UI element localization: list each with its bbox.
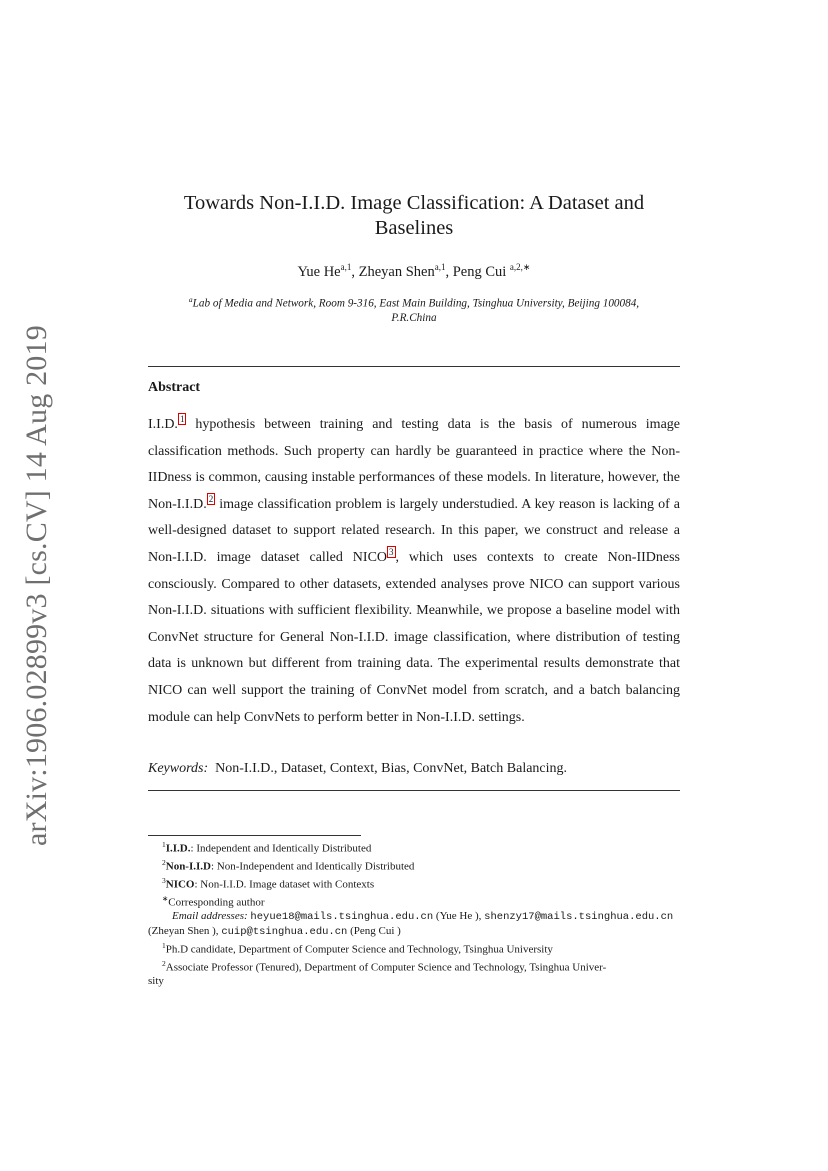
author-affil-mark: a,1 xyxy=(434,262,446,272)
author-name: Yue He xyxy=(297,263,341,280)
affiliation-line-1: Lab of Media and Network, Room 9-316, East Main Building, Tsinghua University, Beijing 100084, xyxy=(192,297,640,310)
paper-title xyxy=(148,191,680,241)
keywords-label: Keywords: xyxy=(148,761,209,776)
footnote-text: : Non-I.I.D. Image dataset with Contexts xyxy=(194,878,375,891)
note-continuation: sity xyxy=(148,975,164,988)
footnote-mark: 2 xyxy=(162,858,166,868)
note-text: Ph.D candidate, Department of Computer Science and Technology, Tsinghua University xyxy=(165,943,553,956)
footnote-term: I.I.D. xyxy=(165,842,191,855)
abstract-text: , which uses contexts to create Non-IIDness consciously. Compared to other datasets, extended analyses prove NICO can support various Non-I.I.D. situations with sufficient flexibility. Meanwhile, we propose a baseline model with ConvNet structure for General Non-I.I.D. image classification, where distribution of testing data is unknown but different from training data. The experimental results demonstrate that NICO can well support the training of ConvNet model from scratch, and a batch balancing module can help ConvNets to perform better in Non-I.I.D. settings. xyxy=(148,549,680,725)
footnote-mark: ∗ xyxy=(162,894,169,904)
affiliation-line-2: P.R.China xyxy=(391,311,437,324)
footnote-mark: 3 xyxy=(162,876,166,886)
note-item xyxy=(148,939,680,957)
footnote-rule xyxy=(148,835,361,836)
title-line-2: Baselines xyxy=(374,217,454,239)
abstract-text: I.I.D. xyxy=(148,417,178,432)
author-affil-mark: a,2,∗ xyxy=(509,262,531,272)
email-link[interactable]: cuip@tsinghua.edu.cn xyxy=(221,925,348,938)
keywords xyxy=(148,761,680,777)
footnote-term: NICO xyxy=(165,878,195,891)
title-line-1: Towards Non-I.I.D. Image Classification: A Dataset and xyxy=(183,192,645,214)
arxiv-identifier: arXiv:1906.02899v3 [cs.CV] 14 Aug 2019 xyxy=(20,325,53,846)
footnote-item xyxy=(148,874,680,892)
author-affil-mark: a,1 xyxy=(340,262,352,272)
footnote-item xyxy=(148,892,680,910)
footnote-item xyxy=(148,856,680,874)
footnote-item xyxy=(148,838,680,856)
abstract-text: image classification problem is largely understudied. A key reason is lacking of a well-designed dataset to support related research. In this paper, we construct and release a Non-I.I.D. image dataset called NICO xyxy=(148,496,680,565)
keywords-text: Non-I.I.D., Dataset, Context, Bias, ConvNet, Batch Balancing. xyxy=(215,761,568,776)
footnote-text: : Non-Independent and Identically Distributed xyxy=(210,860,415,873)
abstract-heading: Abstract xyxy=(148,380,201,395)
top-rule xyxy=(148,366,680,367)
abstract-text: hypothesis between training and testing data is the basis of numerous image classification methods. Such property can hardly be guaranteed in practice where the Non-IIDness is common, causing instable performances of these models. In literature, however, the Non-I.I.D. xyxy=(148,417,680,512)
abstract-body xyxy=(148,412,680,731)
footnote-link-2[interactable]: 2 xyxy=(208,494,214,505)
email-owner: (Yue He ), xyxy=(433,910,485,923)
footnote-link-3[interactable]: 3 xyxy=(389,547,394,558)
note-text: Associate Professor (Tenured), Department of Computer Science and Technology, Tsinghua Univer- xyxy=(165,961,607,974)
footnote-text: Corresponding author xyxy=(168,896,265,909)
email-addresses-cont xyxy=(148,925,680,939)
affiliation-mark: a xyxy=(188,295,193,304)
email-link[interactable]: heyue18@mails.tsinghua.edu.cn xyxy=(250,911,434,924)
author-list: Yue He$^{a,1}$, Zheyan Shen$^{a,1}$, Peng Cui $^{a,2,∗}$ xyxy=(297,262,531,280)
email-label: Email addresses: xyxy=(172,910,248,923)
email-link[interactable]: shenzy17@mails.tsinghua.edu.cn xyxy=(484,911,674,924)
email-owner: (Zheyan Shen ), xyxy=(148,924,222,937)
note-item xyxy=(148,957,680,975)
note-mark: 1 xyxy=(162,941,166,951)
footnote-link-1[interactable]: 1 xyxy=(179,414,185,425)
email-owner: (Peng Cui ) xyxy=(347,924,401,937)
author-name: Peng Cui xyxy=(452,263,507,280)
bottom-rule xyxy=(148,790,680,791)
note-mark: 2 xyxy=(162,959,166,969)
footnote-mark: 1 xyxy=(162,840,166,849)
author-name: Zheyan Shen xyxy=(358,263,435,280)
footnote-term: Non-I.I.D xyxy=(165,860,211,873)
email-addresses xyxy=(148,910,680,924)
footnote-text: : Independent and Identically Distributed xyxy=(190,842,372,855)
affiliation xyxy=(148,293,680,325)
footnotes xyxy=(148,838,680,989)
